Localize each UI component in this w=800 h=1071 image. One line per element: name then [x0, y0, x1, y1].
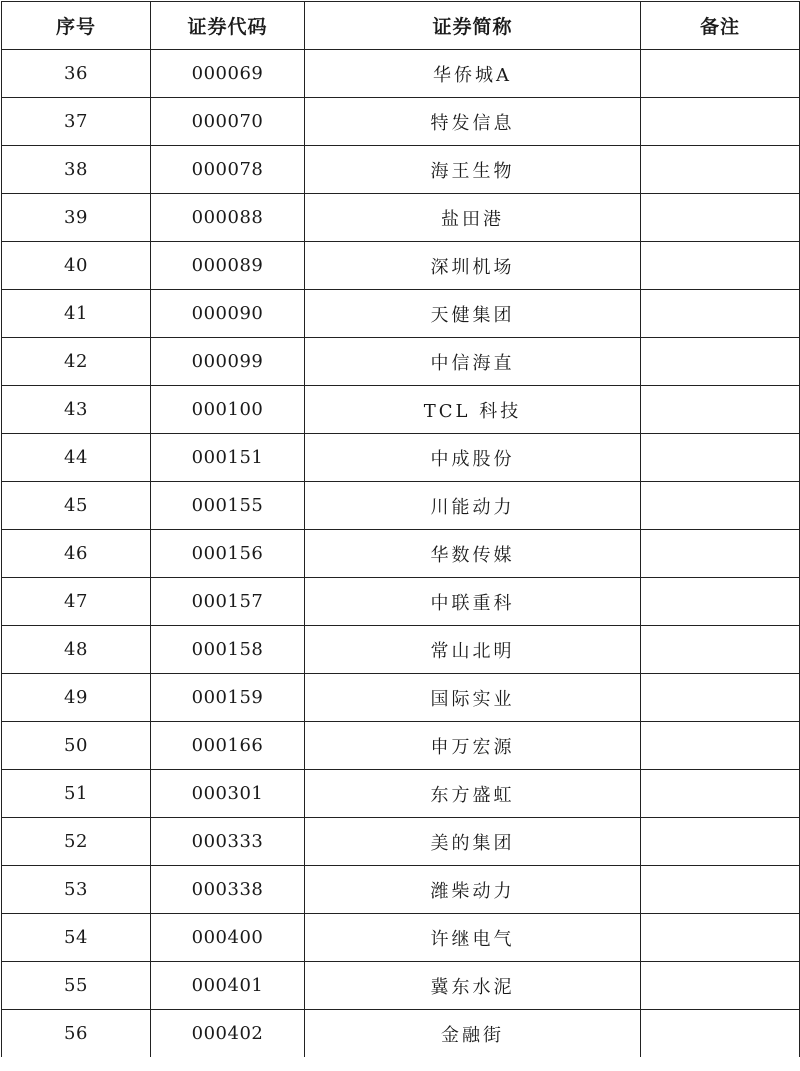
serial-no-cell: 55	[2, 962, 151, 1010]
table-row	[2, 386, 800, 434]
remarks-cell	[641, 98, 800, 146]
table-row	[2, 1010, 800, 1058]
security-name-cell: 盐田港	[305, 194, 641, 242]
security-name-cell: 申万宏源	[305, 722, 641, 770]
security-code-cell: 000158	[151, 626, 305, 674]
header-security-code: 证券代码	[151, 2, 305, 50]
security-name-cell: 中联重科	[305, 578, 641, 626]
security-name-cell: 金融街	[305, 1010, 641, 1058]
securities-table	[1, 1, 800, 1057]
serial-no-cell: 38	[2, 146, 151, 194]
table-row	[2, 818, 800, 866]
header-remarks: 备注	[641, 2, 800, 50]
table-row	[2, 530, 800, 578]
security-name-cell: 中信海直	[305, 338, 641, 386]
security-code-cell: 000333	[151, 818, 305, 866]
security-name-cell: 特发信息	[305, 98, 641, 146]
serial-no-cell: 48	[2, 626, 151, 674]
security-code-cell: 000338	[151, 866, 305, 914]
security-name-cell: 常山北明	[305, 626, 641, 674]
security-code-cell: 000089	[151, 242, 305, 290]
security-code-cell: 000090	[151, 290, 305, 338]
serial-no-cell: 40	[2, 242, 151, 290]
security-code-cell: 000157	[151, 578, 305, 626]
serial-no-cell: 44	[2, 434, 151, 482]
security-name-cell: 冀东水泥	[305, 962, 641, 1010]
remarks-cell	[641, 146, 800, 194]
serial-no-cell: 49	[2, 674, 151, 722]
security-name-cell: 深圳机场	[305, 242, 641, 290]
remarks-cell	[641, 50, 800, 98]
serial-no-cell: 36	[2, 50, 151, 98]
remarks-cell	[641, 818, 800, 866]
table-row	[2, 146, 800, 194]
remarks-cell	[641, 914, 800, 962]
serial-no-cell: 54	[2, 914, 151, 962]
serial-no-cell: 42	[2, 338, 151, 386]
table-header	[2, 2, 800, 50]
remarks-cell	[641, 962, 800, 1010]
serial-no-cell: 53	[2, 866, 151, 914]
security-code-cell: 000401	[151, 962, 305, 1010]
table-row	[2, 194, 800, 242]
security-code-cell: 000069	[151, 50, 305, 98]
remarks-cell	[641, 674, 800, 722]
table-row	[2, 578, 800, 626]
remarks-cell	[641, 434, 800, 482]
remarks-cell	[641, 1010, 800, 1058]
security-code-cell: 000078	[151, 146, 305, 194]
security-name-cell: 华侨城A	[305, 50, 641, 98]
remarks-cell	[641, 722, 800, 770]
remarks-cell	[641, 386, 800, 434]
security-code-cell: 000100	[151, 386, 305, 434]
security-code-cell: 000159	[151, 674, 305, 722]
table-row	[2, 434, 800, 482]
security-name-cell: 川能动力	[305, 482, 641, 530]
security-code-cell: 000070	[151, 98, 305, 146]
remarks-cell	[641, 866, 800, 914]
serial-no-cell: 43	[2, 386, 151, 434]
security-name-cell: 天健集团	[305, 290, 641, 338]
security-name-cell: 潍柴动力	[305, 866, 641, 914]
table-row	[2, 338, 800, 386]
security-name-cell: TCL 科技	[305, 386, 641, 434]
header-security-name: 证券简称	[305, 2, 641, 50]
serial-no-cell: 52	[2, 818, 151, 866]
remarks-cell	[641, 770, 800, 818]
serial-no-cell: 41	[2, 290, 151, 338]
remarks-cell	[641, 338, 800, 386]
header-row	[2, 2, 800, 50]
remarks-cell	[641, 194, 800, 242]
serial-no-cell: 51	[2, 770, 151, 818]
table-row	[2, 50, 800, 98]
security-code-cell: 000156	[151, 530, 305, 578]
security-name-cell: 国际实业	[305, 674, 641, 722]
table-row	[2, 962, 800, 1010]
serial-no-cell: 37	[2, 98, 151, 146]
serial-no-cell: 47	[2, 578, 151, 626]
security-code-cell: 000402	[151, 1010, 305, 1058]
table-row	[2, 626, 800, 674]
security-name-cell: 中成股份	[305, 434, 641, 482]
table-row	[2, 482, 800, 530]
table-row	[2, 98, 800, 146]
table-row	[2, 914, 800, 962]
remarks-cell	[641, 290, 800, 338]
remarks-cell	[641, 530, 800, 578]
remarks-cell	[641, 482, 800, 530]
remarks-cell	[641, 578, 800, 626]
security-code-cell: 000166	[151, 722, 305, 770]
security-code-cell: 000155	[151, 482, 305, 530]
table-row	[2, 290, 800, 338]
remarks-cell	[641, 626, 800, 674]
security-code-cell: 000151	[151, 434, 305, 482]
security-name-cell: 海王生物	[305, 146, 641, 194]
security-code-cell: 000301	[151, 770, 305, 818]
serial-no-cell: 56	[2, 1010, 151, 1058]
security-code-cell: 000400	[151, 914, 305, 962]
table-body	[2, 50, 800, 1058]
security-name-cell: 许继电气	[305, 914, 641, 962]
serial-no-cell: 50	[2, 722, 151, 770]
security-name-cell: 美的集团	[305, 818, 641, 866]
security-name-cell: 华数传媒	[305, 530, 641, 578]
security-code-cell: 000099	[151, 338, 305, 386]
table-row	[2, 722, 800, 770]
remarks-cell	[641, 242, 800, 290]
table-row	[2, 242, 800, 290]
table-row	[2, 770, 800, 818]
security-code-cell: 000088	[151, 194, 305, 242]
table-row	[2, 866, 800, 914]
serial-no-cell: 46	[2, 530, 151, 578]
header-serial-no: 序号	[2, 2, 151, 50]
security-name-cell: 东方盛虹	[305, 770, 641, 818]
serial-no-cell: 39	[2, 194, 151, 242]
table-row	[2, 674, 800, 722]
serial-no-cell: 45	[2, 482, 151, 530]
